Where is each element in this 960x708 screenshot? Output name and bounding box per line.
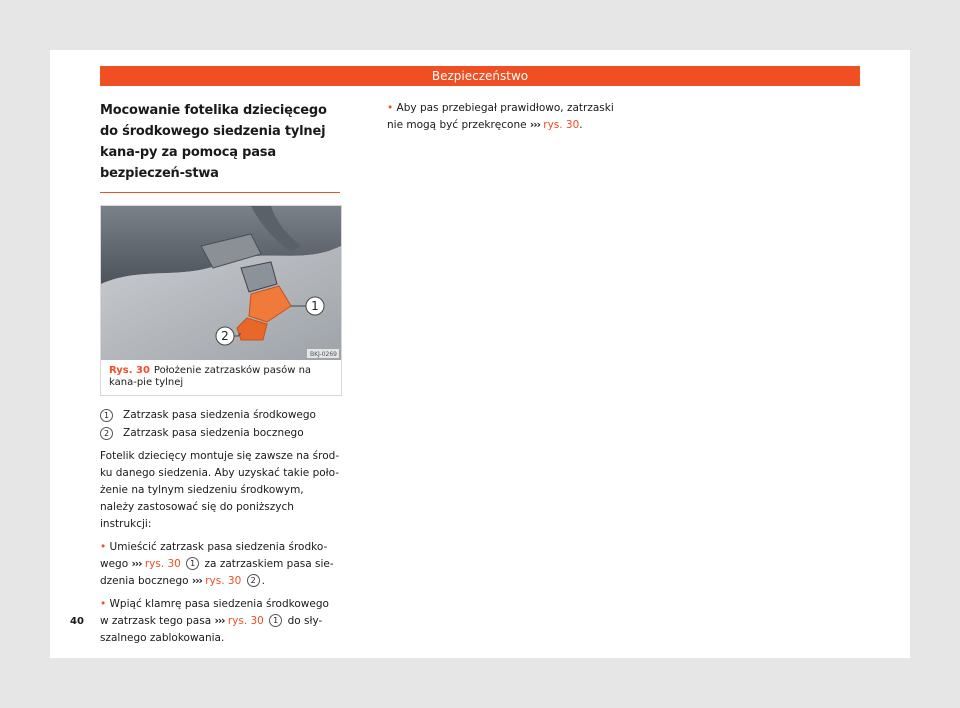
note-text: .: [579, 119, 583, 131]
svg-text:2: 2: [221, 329, 229, 343]
figure-code: BKJ-0269: [309, 351, 337, 358]
step-text: .: [261, 575, 265, 587]
figure: [100, 205, 342, 396]
figure-link[interactable]: rys. 30: [227, 615, 264, 627]
page-sheet: [50, 50, 910, 658]
page-number: 40: [70, 616, 84, 627]
legend-text: Zatrzask pasa siedzenia bocznego: [123, 427, 304, 439]
legend: [100, 406, 340, 442]
step-text: do sły-szalnego zablokowania.: [100, 615, 323, 644]
inline-number: 1: [269, 614, 282, 627]
right-note: [387, 100, 627, 134]
intro-paragraph: Fotelik dziecięcy montuje się zawsze na środ-ku danego siedzenia. Aby uzyskać takie poło-żenie na tylnym siedzeniu środkowym, należy zastosować się do poniższych instrukcji:: [100, 450, 340, 530]
bullet: •: [100, 598, 107, 610]
step-text: Wpiąć klamrę pasa siedzenia środkowego w zatrzask tego pasa: [100, 598, 329, 627]
step-1: [100, 539, 340, 590]
right-column: [387, 100, 627, 134]
legend-number: 1: [100, 409, 113, 422]
figure-link[interactable]: rys. 30: [205, 575, 242, 587]
step-text: Umieścić zatrzask pasa siedzenia środko-wego: [100, 541, 328, 570]
svg-text:1: 1: [311, 299, 319, 313]
figure-link[interactable]: rys. 30: [543, 119, 580, 131]
cross-ref-arrows: ›››: [131, 558, 142, 570]
legend-text: Zatrzask pasa siedzenia środkowego: [123, 409, 316, 421]
bullet: •: [100, 541, 107, 553]
cross-ref-arrows: ›››: [529, 119, 540, 131]
section-title: Mocowanie fotelika dziecięcego do środkowego siedzenia tylnej kana-py za pomocą pasa bezpieczeń-stwa: [100, 100, 340, 193]
legend-item: [100, 406, 340, 424]
inline-number: 2: [247, 574, 260, 587]
legend-number: 2: [100, 427, 113, 440]
figure-caption-text: Położenie zatrzasków pasów na kana-pie tylnej: [109, 365, 312, 388]
cross-ref-arrows: ›››: [191, 575, 202, 587]
page-header: Bezpieczeństwo: [100, 66, 860, 86]
figure-caption: [101, 360, 341, 395]
inline-number: 1: [186, 557, 199, 570]
figure-link[interactable]: rys. 30: [144, 558, 181, 570]
step-2: [100, 596, 340, 647]
seatbelt-buckle-illustration: [101, 206, 341, 360]
note-text: Aby pas przebiegał prawidłowo, zatrzaski nie mogą być przekręcone: [387, 102, 614, 131]
bullet: •: [387, 102, 394, 114]
step-text: za zatrzaskiem pasa sie-dzenia bocznego: [100, 558, 334, 587]
figure-ref: Rys. 30: [109, 365, 150, 376]
cross-ref-arrows: ›››: [214, 615, 225, 627]
left-column: [100, 100, 340, 647]
legend-item: [100, 424, 340, 442]
